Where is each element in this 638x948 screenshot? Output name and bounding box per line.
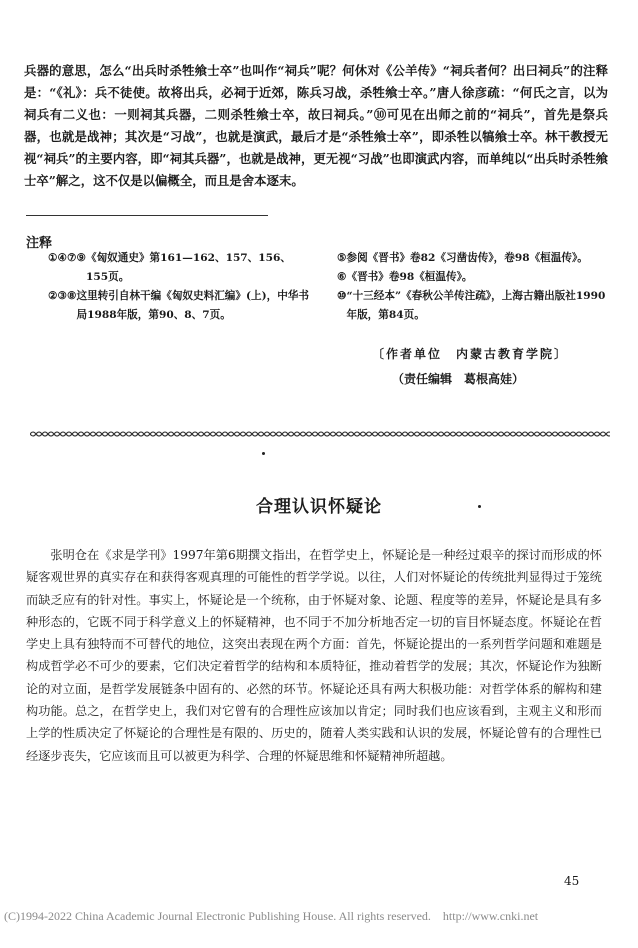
note-item (48, 287, 310, 325)
note-item (337, 249, 609, 268)
continuation-paragraph: 兵器的意思，怎么“出兵时杀牲飨士卒”也叫作“祠兵”呢？何休对《公羊传》“祠兵者何？出曰祠兵”的注释是：“《礼》：兵不徒使。故将出兵，必祠于近郊，陈兵习战，杀牲飨士卒。”唐人徐彦疏：“何氏之言，以为祠兵有二义也：一则祠其兵器，二则杀牲飨士卒，故曰祠兵。”⑩可见在出师之前的“祠兵”，首先是祭兵器，也就是战神；其次是“习战”，也就是演武，最后才是“杀牲飨士卒”，即杀牲以犒飨士卒。林干教授无视“祠兵”的主要内容，即“祠其兵器”，也就是战神，更无视“习战”也即演武内容，而单纯以“出兵时杀牲飨士卒”解之，这不仅是以偏概全，而且是舍本逐末。 (24, 63, 608, 188)
copyright-footer: (C)1994-2022 China Academic Journal Electronic Publishing House. All rights reserved. http://www.cnki.net (4, 909, 539, 923)
author-unit: 〔作者单位 内蒙古教育学院〕 (372, 347, 569, 361)
notes-left-column (48, 249, 310, 325)
note-mark: ②③⑧ (48, 290, 77, 302)
note-mark: ⑤ (337, 252, 347, 264)
note-item (337, 268, 609, 287)
note-mark: ①④⑦⑨ (48, 252, 86, 264)
article-body: 张明仓在《求是学刊》1997年第6期撰文指出，在哲学史上，怀疑论是一种经过艰辛的探讨而形成的怀疑客观世界的真实存在和获得客观真理的可能性的哲学学说。以往，人们对怀疑论的传统批判显得过于笼统而缺乏应有的针对性。事实上，怀疑论是一个统称，由于怀疑对象、论题、程度等的差异，怀疑论是具有多种形态的，它既不同于科学意义上的怀疑精神，也不同于不加分析地否定一切的盲目怀疑态度。怀疑论在哲学史上具有独特而不可替代的地位，这突出表现在两个方面：首先，怀疑论提出的一系列哲学问题和难题是构成哲学必不可少的要素，它们决定着哲学的结构和本质特征，推动着哲学的发展；其次，怀疑论作为独断论的对立面，是哲学发展链条中固有的、必然的环节。怀疑论还具有两大积极功能：对哲学体系的解构和建构功能。总之，在哲学史上，我们对它曾有的合理性应该加以肯定；同时我们也应该看到，主观主义和形而上学的性质决定了怀疑论的合理性是有限的、历史的，随着人类实践和认识的发展，怀疑论曾有的合理性已经逐步丧失，它应该而且可以被更为科学、合理的怀疑思维和怀疑精神所超越。 (26, 548, 602, 763)
notes-heading: 注释 (26, 236, 53, 251)
article-title: 合理认识怀疑论 (256, 497, 382, 517)
note-mark: ⑥ (337, 271, 347, 283)
note-text: 《晋书》卷98《桓温传》。 (346, 271, 473, 283)
responsible-editor: （责任编辑 葛根高娃） (392, 372, 525, 386)
note-text: 《匈奴通史》第161—162、157、156、155页。 (86, 252, 291, 283)
notes-right-column (337, 249, 609, 325)
note-text: “十三经本”《春秋公羊传注疏》，上海古籍出版社1990年版，第84页。 (346, 290, 606, 321)
note-mark: ⑩ (337, 290, 347, 302)
wavy-divider (30, 428, 610, 440)
note-item (48, 249, 310, 287)
note-text: 参阅《晋书》卷82《习凿齿传》，卷98《桓温传》。 (346, 252, 588, 264)
note-item (337, 287, 609, 325)
speck-mark (262, 452, 265, 455)
speck-mark (478, 505, 481, 508)
note-text: 这里转引自林干编《匈奴史料汇编》(上)，中华书局1988年版，第90、8、7页。 (76, 290, 309, 321)
notes-divider (26, 215, 268, 216)
page-number: 45 (564, 874, 580, 888)
